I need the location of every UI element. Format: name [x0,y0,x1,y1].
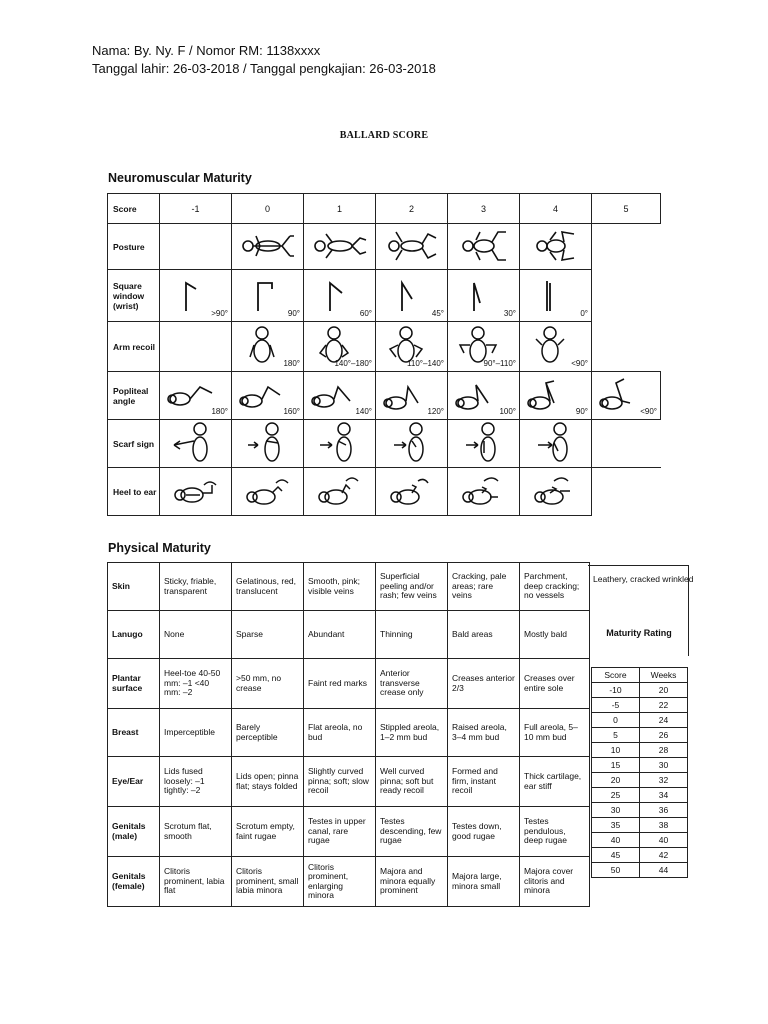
score-value: 40 [592,833,640,848]
document-title: BALLARD SCORE [339,130,429,141]
popliteal-cell-4 [448,372,520,420]
eye-ear-row [108,757,590,807]
angle-label: 180° [283,358,300,368]
angle-label: 140° [355,406,372,416]
angle-label: <90° [640,406,657,416]
plantar-row [108,659,590,709]
skin-row [108,563,590,611]
popliteal-cell-1 [232,372,304,420]
posture-figure-1 [304,224,376,270]
score-value: 35 [592,818,640,833]
heel-figure-2 [304,468,376,516]
scarf-figure-2 [304,420,376,468]
heel-figure-1 [232,468,304,516]
arm-recoil-cell-4 [520,322,592,372]
genitals-male-row [108,807,590,857]
physical-maturity-table [107,562,590,907]
angle-label: >90° [211,308,228,318]
score-value: -10 [592,683,640,698]
genitals-male-cell: Scrotum flat, smooth [160,807,232,857]
genitals-male-cell: Testes down, good rugae [448,807,520,857]
breast-cell: Stippled areola, 1–2 mm bud [376,709,448,757]
heel-figure-0 [160,468,232,516]
eye-ear-cell: Well curved pinna; soft but ready recoil [376,757,448,807]
lanugo-cell: Sparse [232,611,304,659]
arm-recoil-row [108,322,661,372]
square-window-row [108,270,661,322]
square-window-cell-4 [448,270,520,322]
table-row [592,683,688,698]
score-value: 0 [592,713,640,728]
score-value: 15 [592,758,640,773]
arm-recoil-label: Arm recoil [108,322,160,372]
popliteal-cell-6 [592,372,661,420]
posture-figure-3 [448,224,520,270]
skin-cell: Cracking, pale areas; rare veins [448,563,520,611]
angle-label: 60° [359,308,372,318]
eye-ear-cell: Slightly curved pinna; soft; slow recoil [304,757,376,807]
genitals-female-cell: Majora cover clitoris and minora [520,857,590,907]
plantar-cell: Anterior transverse crease only [376,659,448,709]
popliteal-cell-3 [376,372,448,420]
weeks-value: 44 [640,863,688,878]
heel-figure-4 [448,468,520,516]
score-value: 5 [592,728,640,743]
eye-ear-cell: Thick cartilage, ear stiff [520,757,590,807]
score-value: 45 [592,848,640,863]
score-header: 3 [448,194,520,224]
skin-cell: Sticky, friable, transparent [160,563,232,611]
score-header: 2 [376,194,448,224]
table-row [592,818,688,833]
eye-ear-cell: Lids fused loosely: –1 tightly: –2 [160,757,232,807]
skin-cell: Superficial peeling and/or rash; few veins [376,563,448,611]
scarf-figure-4 [448,420,520,468]
lanugo-cell: Mostly bald [520,611,590,659]
genitals-male-label: Genitals (male) [108,807,160,857]
score-value: 50 [592,863,640,878]
neuromuscular-table [107,193,661,516]
breast-cell: Flat areola, no bud [304,709,376,757]
posture-row [108,224,661,270]
arm-recoil-cell-1 [304,322,376,372]
eye-ear-cell: Formed and firm, instant recoil [448,757,520,807]
weeks-value: 24 [640,713,688,728]
genitals-female-cell: Majora large, minora small [448,857,520,907]
plantar-cell: Heel-toe 40-50 mm: –1 <40 mm: –2 [160,659,232,709]
breast-cell: Barely perceptible [232,709,304,757]
table-row [592,713,688,728]
skin-score-5-text: Leathery, cracked wrinkled [593,574,694,584]
weeks-value: 34 [640,788,688,803]
table-row [592,773,688,788]
table-row [592,803,688,818]
score-label: Score [108,194,160,224]
score-value: 10 [592,743,640,758]
angle-label: 120° [427,406,444,416]
maturity-rating-header [592,668,688,683]
weeks-value: 32 [640,773,688,788]
lanugo-row [108,611,590,659]
eye-ear-label: Eye/Ear [108,757,160,807]
score-header: -1 [160,194,232,224]
scarf-figure-3 [376,420,448,468]
lanugo-cell: Thinning [376,611,448,659]
score-value: 30 [592,803,640,818]
score-row [108,194,661,224]
popliteal-cell-2 [304,372,376,420]
popliteal-label: Popliteal angle [108,372,160,420]
weeks-value: 26 [640,728,688,743]
weeks-value: 38 [640,818,688,833]
score-column-header: Score [592,668,640,683]
table-row [592,833,688,848]
weeks-value: 42 [640,848,688,863]
breast-cell: Full areola, 5–10 mm bud [520,709,590,757]
skin-cell: Parchment, deep cracking; no vessels [520,563,590,611]
square-window-cell-1 [232,270,304,322]
table-row [592,848,688,863]
genitals-male-cell: Testes descending, few rugae [376,807,448,857]
posture-label: Posture [108,224,160,270]
lanugo-cell: None [160,611,232,659]
angle-label: 45° [431,308,444,318]
skin-cell: Smooth, pink; visible veins [304,563,376,611]
skin-cell: Gelatinous, red, translucent [232,563,304,611]
table-row [592,728,688,743]
skin-label: Skin [108,563,160,611]
arm-recoil-cell-0 [232,322,304,372]
angle-label: 90° [575,406,588,416]
genitals-male-cell: Testes pendulous, deep rugae [520,807,590,857]
plantar-cell: Creases over entire sole [520,659,590,709]
heel-figure-3 [376,468,448,516]
empty-cell [592,270,661,322]
scarf-figure-1 [232,420,304,468]
popliteal-cell-5 [520,372,592,420]
score-header: 1 [304,194,376,224]
angle-label: 140°–180° [334,358,372,368]
posture-figure-0 [232,224,304,270]
lanugo-cell: Bald areas [448,611,520,659]
weeks-column-header: Weeks [640,668,688,683]
genitals-female-row [108,857,590,907]
maturity-rating-table [591,667,688,878]
birth-date-line: Tanggal lahir: 26-03-2018 / Tanggal pengkajian: 26-03-2018 [92,61,436,76]
genitals-female-cell: Clitoris prominent, labia flat [160,857,232,907]
empty-cell [160,224,232,270]
weeks-value: 36 [640,803,688,818]
arm-recoil-cell-2 [376,322,448,372]
square-window-cell-2 [304,270,376,322]
score-value: -5 [592,698,640,713]
empty-cell [592,468,661,516]
angle-label: 30° [503,308,516,318]
lanugo-cell: Abundant [304,611,376,659]
weeks-value: 22 [640,698,688,713]
empty-cell [592,322,661,372]
genitals-female-cell: Majora and minora equally prominent [376,857,448,907]
score-header: 5 [592,194,661,224]
eye-ear-cell: Lids open; pinna flat; stays folded [232,757,304,807]
empty-cell [160,322,232,372]
empty-cell [592,420,661,468]
breast-label: Breast [108,709,160,757]
weeks-value: 40 [640,833,688,848]
scarf-figure-5 [520,420,592,468]
popliteal-row [108,372,661,420]
heel-label: Heel to ear [108,468,160,516]
heel-row [108,468,661,516]
scarf-figure-0 [160,420,232,468]
posture-figure-4 [520,224,592,270]
angle-label: 90°–110° [483,358,516,368]
angle-label: 90° [287,308,300,318]
plantar-label: Plantar surface [108,659,160,709]
breast-cell: Imperceptible [160,709,232,757]
scarf-label: Scarf sign [108,420,160,468]
square-window-cell-5 [520,270,592,322]
square-window-cell-3 [376,270,448,322]
weeks-value: 30 [640,758,688,773]
score-header: 0 [232,194,304,224]
angle-label: 0° [580,308,588,318]
arm-recoil-cell-3 [448,322,520,372]
neuromuscular-title: Neuromuscular Maturity [108,171,252,185]
plantar-cell: Creases anterior 2/3 [448,659,520,709]
table-row [592,863,688,878]
breast-cell: Raised areola, 3–4 mm bud [448,709,520,757]
popliteal-cell-0 [160,372,232,420]
table-row [592,698,688,713]
weeks-value: 28 [640,743,688,758]
weeks-value: 20 [640,683,688,698]
square-window-cell-0 [160,270,232,322]
breast-row [108,709,590,757]
genitals-male-cell: Scrotum empty, faint rugae [232,807,304,857]
patient-name-line: Nama: By. Ny. F / Nomor RM: 1138xxxx [92,43,321,58]
genitals-male-cell: Testes in upper canal, rare rugae [304,807,376,857]
physical-title: Physical Maturity [108,541,211,555]
score-value: 25 [592,788,640,803]
square-window-label: Square window (wrist) [108,270,160,322]
score-header: 4 [520,194,592,224]
table-row [592,743,688,758]
angle-label: <90° [571,358,588,368]
angle-label: 100° [499,406,516,416]
plantar-cell: >50 mm, no crease [232,659,304,709]
scarf-row [108,420,661,468]
angle-label: 180° [211,406,228,416]
empty-cell [592,224,661,270]
table-row [592,788,688,803]
angle-label: 110°–140° [407,358,444,368]
heel-figure-5 [520,468,592,516]
table-row [592,758,688,773]
maturity-rating-title: Maturity Rating [606,628,672,638]
score-value: 20 [592,773,640,788]
plantar-cell: Faint red marks [304,659,376,709]
posture-figure-2 [376,224,448,270]
genitals-female-cell: Clitoris prominent, enlarging minora [304,857,376,907]
genitals-female-label: Genitals (female) [108,857,160,907]
lanugo-label: Lanugo [108,611,160,659]
genitals-female-cell: Clitoris prominent, small labia minora [232,857,304,907]
angle-label: 160° [283,406,300,416]
